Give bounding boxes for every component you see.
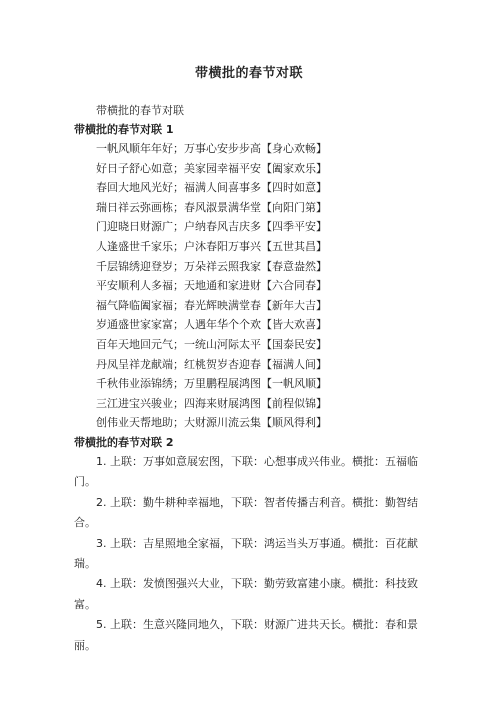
numbered-item: 1. 上联：万事如意展宏图，下联：心想事成兴伟业。横批：五福临门。 <box>74 454 418 489</box>
section-2-item-list <box>74 452 424 656</box>
couplet-line: 门迎晓日财源广；户纳春风吉庆多【四季平安】 <box>96 220 327 234</box>
couplet-line: 春回大地风光好；福满人间喜事多【四时如意】 <box>96 181 327 195</box>
couplet-line: 三江进宝兴骏业；四海来财展鸿图【前程似锦】 <box>96 396 327 410</box>
section-1-heading: 带横批的春节对联 1 <box>74 123 174 136</box>
numbered-item: 5. 上联：生意兴隆同地久，下联：财源广进共天长。横批：春和景丽。 <box>74 618 418 652</box>
section-1-couplet-list <box>74 139 424 433</box>
couplet-line: 平安顺利人多福；天地通和家进财【六合同春】 <box>96 279 327 293</box>
couplet-line: 好日子舒心如意；美家园幸福平安【阖家欢乐】 <box>96 161 327 175</box>
couplet-line: 岁通盛世家家富；人遇年华个个欢【皆大欢喜】 <box>96 318 327 332</box>
couplet-line: 千层锦绣迎登岁；万朵祥云照我家【春意盎然】 <box>96 259 327 273</box>
numbered-item: 3. 上联：吉星照地全家福，下联：鸿运当头万事通。横批：百花献瑞。 <box>74 536 418 570</box>
numbered-item: 4. 上联：发愤图强兴大业，下联：勤劳致富建小康。横批：科技致富。 <box>74 577 418 611</box>
couplet-line: 千秋伟业添锦绣；万里鹏程展鸿图【一帆风顺】 <box>96 377 327 391</box>
couplet-line: 人逢盛世千家乐；户沐春阳万事兴【五世其昌】 <box>96 239 327 253</box>
couplet-line: 福气降临阖家福；春光辉映满堂春【新年大吉】 <box>96 298 327 312</box>
intro-paragraph: 带横批的春节对联 <box>96 104 184 117</box>
couplet-line: 一帆风顺年年好；万事心安步步高【身心欢畅】 <box>96 142 327 155</box>
document-title: 带横批的春节对联 <box>194 66 303 81</box>
couplet-line: 创伟业天帮地助；大财源川流云集【顺风得利】 <box>96 416 327 430</box>
numbered-item: 2. 上联：勤牛耕种幸福地，下联：智者传播吉利音。横批：勤智结合。 <box>74 495 418 530</box>
couplet-line: 百年天地回元气；一统山河际太平【国泰民安】 <box>96 337 327 351</box>
couplet-line: 丹凤呈祥龙献端；红桃贺岁杏迎春【福满人间】 <box>96 357 327 371</box>
section-2-heading: 带横批的春节对联 2 <box>74 435 174 449</box>
couplet-line: 瑞日祥云弥画栋；春风淑景满华堂【向阳门第】 <box>96 200 327 214</box>
